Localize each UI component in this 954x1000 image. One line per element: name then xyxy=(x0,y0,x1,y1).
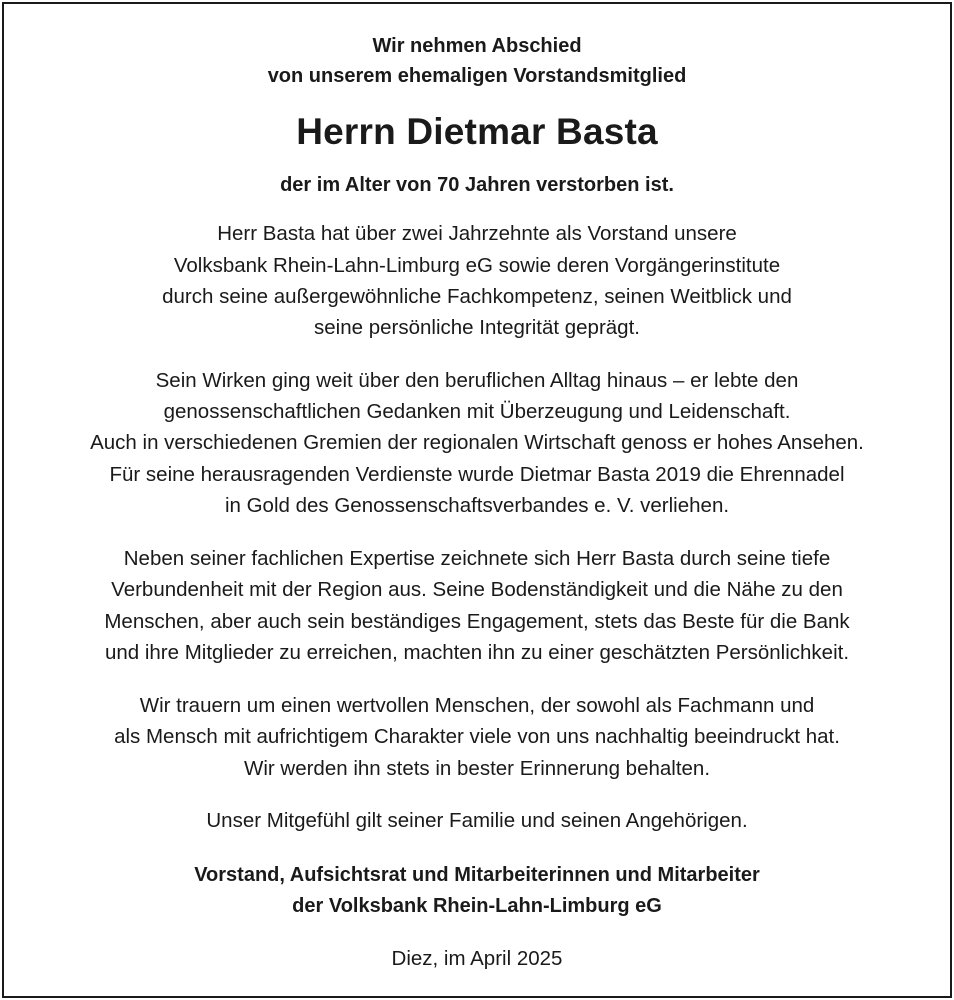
paragraph-5-line-1: Unser Mitgefühl gilt seiner Familie und seinen Angehörigen. xyxy=(206,809,748,832)
paragraph-2-line-3: Auch in verschiedenen Gremien der regionalen Wirtschaft genoss er hohes Ansehen. xyxy=(90,431,864,454)
paragraph-3-line-2: Verbundenheit mit der Region aus. Seine Bodenständigkeit und die Nähe zu den xyxy=(111,578,843,601)
paragraph-3-line-3: Menschen, aber auch sein beständiges Engagement, stets das Beste für die Bank xyxy=(104,610,850,633)
deceased-name: Herrn Dietmar Basta xyxy=(296,111,658,152)
paragraph-1-line-4: seine persönliche Integrität geprägt. xyxy=(314,316,640,339)
signature-line-1: Vorstand, Aufsichtsrat und Mitarbeiterinnen und Mitarbeiter xyxy=(194,864,760,886)
paragraph-4-line-1: Wir trauern um einen wertvollen Menschen, der sowohl als Fachmann und xyxy=(139,694,815,717)
paragraph-2-line-4: Für seine herausragenden Verdienste wurde Dietmar Basta 2019 die Ehrennadel xyxy=(109,463,845,486)
paragraph-1-line-2: Volksbank Rhein-Lahn-Limburg eG sowie deren Vorgängerinstitute xyxy=(173,254,781,277)
paragraph-2-line-1: Sein Wirken ging weit über den beruflichen Alltag hinaus – er lebte den xyxy=(155,369,799,392)
age-subtitle: der im Alter von 70 Jahren verstorben ist. xyxy=(280,174,674,196)
paragraph-2-line-2: genossenschaftlichen Gedanken mit Überzeugung und Leidenschaft. xyxy=(163,400,791,423)
paragraph-3-line-4: und ihre Mitglieder zu erreichen, machten ihn zu einer geschätzten Persönlichkeit. xyxy=(104,641,850,664)
intro-line-1: Wir nehmen Abschied xyxy=(372,35,582,57)
intro-line-2: von unserem ehemaligen Vorstandsmitglied xyxy=(267,65,687,87)
paragraph-4-line-2: als Mensch mit aufrichtigem Charakter viele von uns nachhaltig beeindruckt hat. xyxy=(114,725,840,748)
paragraph-2-line-5: in Gold des Genossenschaftsverbandes e. V. verliehen. xyxy=(224,494,730,517)
paragraph-1-line-3: durch seine außergewöhnliche Fachkompetenz, seinen Weitblick und xyxy=(162,285,792,308)
signature-line-2: der Volksbank Rhein-Lahn-Limburg eG xyxy=(292,895,662,917)
paragraph-4-line-3: Wir werden ihn stets in bester Erinnerung behalten. xyxy=(243,757,711,780)
paragraph-1-line-1: Herr Basta hat über zwei Jahrzehnte als Vorstand unsere xyxy=(217,222,737,245)
paragraph-3-line-1: Neben seiner fachlichen Expertise zeichnete sich Herr Basta durch seine tiefe xyxy=(123,547,831,570)
place-date: Diez, im April 2025 xyxy=(391,947,563,970)
